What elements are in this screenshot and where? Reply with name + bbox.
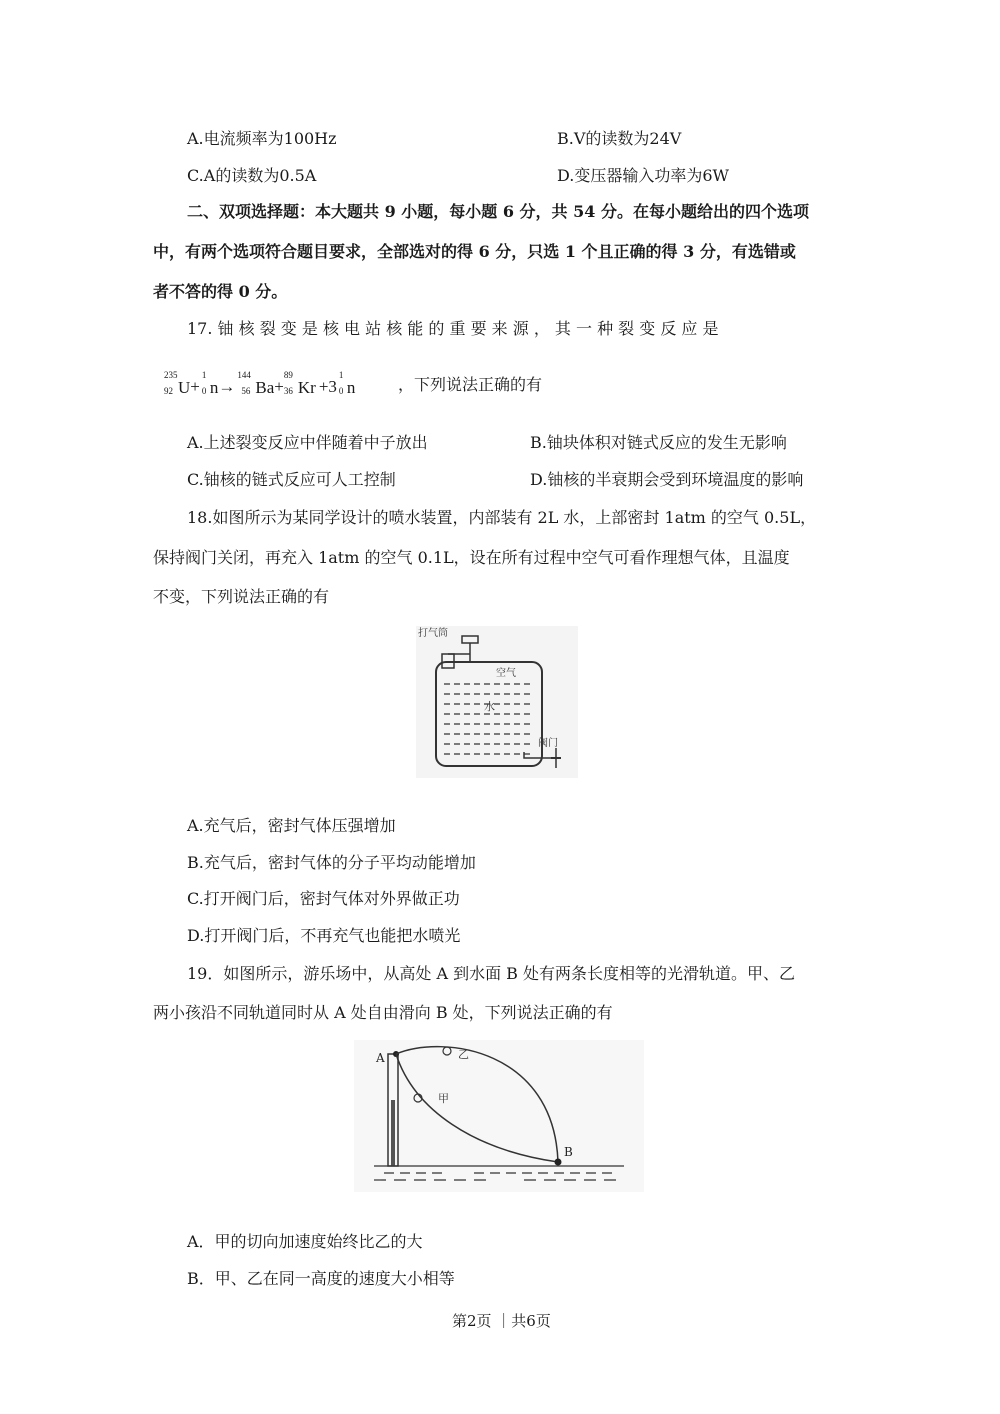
spray-device-figure [416, 626, 578, 778]
ba-symbol: Ba [255, 378, 275, 398]
kr-symbol: Kr [297, 378, 316, 398]
plus-2: + [274, 377, 284, 396]
q18-option-a: A.充气后，密封气体压强增加 [187, 816, 396, 835]
u-mass: 235 [164, 370, 178, 381]
plus-1: + [190, 377, 200, 396]
slide-tracks-figure [354, 1040, 644, 1192]
q17-equation-tail: ，下列说法正确的有 [398, 375, 543, 394]
q18-line1: 18.如图所示为某同学设计的喷水装置，内部装有 2L 水，上部密封 1atm 的空气 0.5L， [187, 508, 817, 527]
q18-line2: 保持阀门关闭，再充入 1atm 的空气 0.1L，设在所有过程中空气可看作理想气体，且温度 [153, 548, 790, 567]
label-valve: 阀门 [538, 738, 558, 749]
q17-option-b: B.铀块体积对链式反应的发生无影响 [530, 433, 787, 452]
coefficient: 3 [328, 377, 337, 396]
n2-symbol: n [346, 378, 356, 398]
prev-option-a: A.电流频率为100Hz [187, 129, 337, 148]
arrow: → [218, 377, 236, 396]
q17-equation [164, 370, 356, 398]
n-mass: 1 [201, 370, 207, 381]
prev-option-b: B.V的读数为24V [557, 129, 682, 148]
q18-option-d: D.打开阀门后，不再充气也能把水喷光 [187, 926, 461, 945]
u-z: 92 [164, 386, 173, 397]
section-two-line1: 二、双项选择题：本大题共 9 小题，每小题 6 分，共 54 分。在每小题给出的四个选项 [187, 202, 809, 221]
u-symbol: U [178, 378, 191, 398]
n-z: 0 [201, 386, 207, 397]
q18-option-c: C.打开阀门后，密封气体对外界做正功 [187, 889, 460, 908]
label-a: A [376, 1051, 385, 1065]
label-air: 空气 [496, 668, 516, 679]
label-jia: 甲 [438, 1092, 449, 1105]
point-b-dot [555, 1159, 562, 1166]
ba-mass: 144 [237, 370, 251, 381]
ba-z: 56 [241, 386, 251, 397]
section-two-line2: 中，有两个选项符合题目要求，全部选对的得 6 分，只选 1 个且正确的得 3 分，有选错或 [153, 242, 796, 261]
label-pump: 打气筒 [418, 628, 448, 639]
kr-z: 36 [283, 386, 293, 397]
plus-3: + [318, 377, 329, 396]
page-footer: 第2页 ｜共6页 [452, 1312, 551, 1330]
q17-option-c: C.铀核的链式反应可人工控制 [187, 470, 396, 489]
q19-line1: 19．如图所示，游乐场中，从高处 A 到水面 B 处有两条长度相等的光滑轨道。甲、乙 [187, 964, 796, 983]
prev-option-d: D.变压器输入功率为6W [557, 166, 729, 185]
section-two-line3: 者不答的得 0 分。 [153, 282, 288, 301]
q19-line2: 两小孩沿不同轨道同时从 A 处自由滑向 B 处，下列说法正确的有 [153, 1003, 613, 1022]
q17-stem: 17. 铀 核 裂 变 是 核 电 站 核 能 的 重 要 来 源 ， 其 一 种 裂 变 反 应 是 [187, 319, 719, 338]
n2-z: 0 [338, 386, 344, 397]
q18-option-b: B.充气后，密封气体的分子平均动能增加 [187, 853, 476, 872]
label-yi: 乙 [458, 1048, 469, 1061]
n2-mass: 1 [338, 370, 344, 381]
q18-line3: 不变，下列说法正确的有 [153, 587, 330, 606]
q17-option-d: D.铀核的半衰期会受到环境温度的影响 [530, 470, 804, 489]
q19-option-b: B．甲、乙在同一高度的速度大小相等 [187, 1269, 455, 1288]
q19-option-a: A．甲的切向加速度始终比乙的大 [187, 1232, 423, 1251]
prev-option-c: C.A的读数为0.5A [187, 166, 317, 185]
kr-mass: 89 [283, 370, 293, 381]
label-b: B [564, 1145, 573, 1159]
q17-option-a: A.上述裂变反应中伴随着中子放出 [187, 433, 428, 452]
n-symbol: n [209, 378, 219, 398]
label-water: 水 [484, 700, 495, 713]
